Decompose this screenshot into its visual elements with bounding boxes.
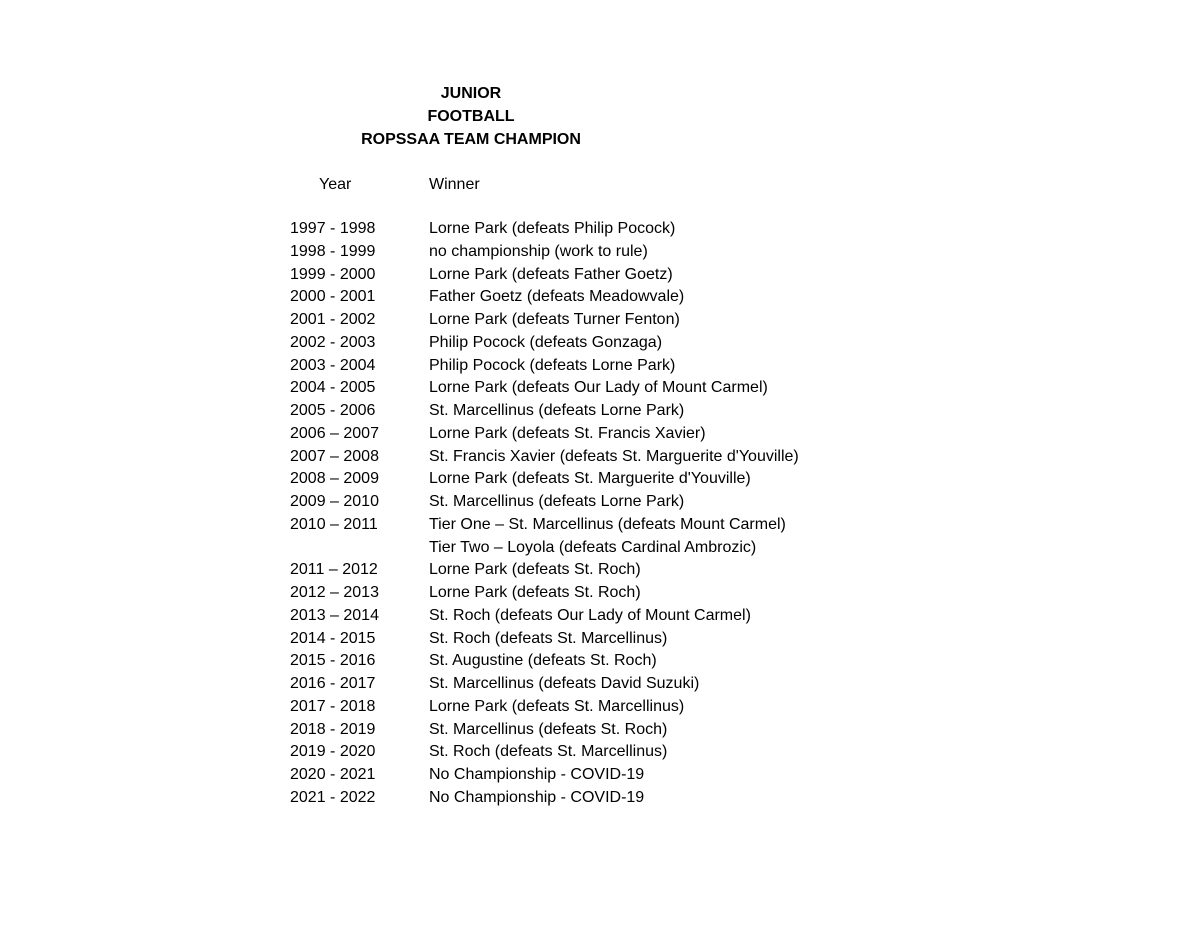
row-winner: no championship (work to rule) xyxy=(429,242,648,260)
table-row xyxy=(0,265,1200,288)
row-winner: St. Roch (defeats St. Marcellinus) xyxy=(429,743,668,761)
row-year: 2009 – 2010 xyxy=(290,493,379,510)
table-row xyxy=(0,447,1200,470)
title-line-3: ROPSSAA TEAM CHAMPION xyxy=(361,131,581,148)
row-winner: Tier One – St. Marcellinus (defeats Mount Carmel) xyxy=(429,515,786,533)
row-year: 2000 - 2001 xyxy=(290,288,376,306)
table-row xyxy=(0,697,1200,720)
row-year: 2012 – 2013 xyxy=(290,584,379,601)
row-winner: St. Marcellinus (defeats David Suzuki) xyxy=(429,675,700,692)
row-winner: Lorne Park (defeats St. Francis Xavier) xyxy=(429,424,706,442)
table-row xyxy=(0,242,1200,265)
row-year: 2001 - 2002 xyxy=(290,311,376,328)
table-row xyxy=(0,492,1200,515)
title-line-1: JUNIOR xyxy=(440,85,502,102)
row-year: 1997 - 1998 xyxy=(290,220,376,237)
table-row xyxy=(0,629,1200,652)
row-year: 2015 - 2016 xyxy=(290,652,376,670)
row-year: 2016 - 2017 xyxy=(290,675,376,692)
row-winner: No Championship - COVID-19 xyxy=(429,788,645,806)
table-row xyxy=(0,560,1200,583)
row-year: 2008 – 2009 xyxy=(290,470,379,488)
row-year: 2013 – 2014 xyxy=(290,606,379,624)
row-winner: St. Marcellinus (defeats St. Roch) xyxy=(429,720,668,738)
row-winner: St. Francis Xavier (defeats St. Marguerite d'Youville) xyxy=(429,447,799,465)
row-winner: St. Roch (defeats St. Marcellinus) xyxy=(429,629,668,647)
table-row xyxy=(0,287,1200,310)
table-row xyxy=(0,356,1200,379)
year-column-header: Year xyxy=(319,176,352,193)
table-row xyxy=(0,583,1200,606)
row-year: 2006 – 2007 xyxy=(290,424,379,442)
table-row xyxy=(0,538,1200,561)
row-year: 2021 - 2022 xyxy=(290,788,376,806)
table-row xyxy=(0,378,1200,401)
row-year: 2014 - 2015 xyxy=(290,629,376,647)
row-year: 1999 - 2000 xyxy=(290,265,376,283)
table-row xyxy=(0,788,1200,811)
row-year: 2018 - 2019 xyxy=(290,720,376,738)
table-row xyxy=(0,401,1200,424)
table-row xyxy=(0,469,1200,492)
row-winner: St. Roch (defeats Our Lady of Mount Carmel) xyxy=(429,606,751,624)
row-winner: Father Goetz (defeats Meadowvale) xyxy=(429,288,685,306)
row-winner: Lorne Park (defeats Father Goetz) xyxy=(429,265,673,283)
row-winner: Lorne Park (defeats Turner Fenton) xyxy=(429,311,680,328)
row-year: 2002 - 2003 xyxy=(290,333,376,351)
row-winner: Lorne Park (defeats St. Roch) xyxy=(429,584,641,601)
table-row xyxy=(0,674,1200,697)
row-winner: Philip Pocock (defeats Gonzaga) xyxy=(429,333,663,351)
row-winner: No Championship - COVID-19 xyxy=(429,766,645,783)
table-row xyxy=(0,515,1200,538)
table-row xyxy=(0,310,1200,333)
table-row xyxy=(0,742,1200,765)
row-winner: St. Augustine (defeats St. Roch) xyxy=(429,652,657,670)
table-row xyxy=(0,720,1200,743)
row-winner: Lorne Park (defeats Philip Pocock) xyxy=(429,220,676,237)
row-winner: Lorne Park (defeats St. Marguerite d'Youville) xyxy=(429,470,751,488)
row-year: 2004 - 2005 xyxy=(290,379,376,397)
winner-column-header: Winner xyxy=(429,176,480,193)
row-year: 2005 - 2006 xyxy=(290,402,376,419)
row-year: 2017 - 2018 xyxy=(290,697,376,715)
row-winner: Lorne Park (defeats St. Roch) xyxy=(429,561,641,579)
row-winner: St. Marcellinus (defeats Lorne Park) xyxy=(429,493,685,510)
table-row xyxy=(0,606,1200,629)
row-year: 2010 – 2011 xyxy=(290,515,378,533)
row-winner: Tier Two – Loyola (defeats Cardinal Ambrozic) xyxy=(429,538,757,556)
table-row xyxy=(0,333,1200,356)
row-winner: Lorne Park (defeats St. Marcellinus) xyxy=(429,697,685,715)
table-row xyxy=(0,219,1200,242)
row-year: 1998 - 1999 xyxy=(290,242,376,260)
row-year: 2011 – 2012 xyxy=(290,561,378,579)
row-year: 2020 - 2021 xyxy=(290,766,376,783)
row-year: 2007 – 2008 xyxy=(290,447,379,465)
table-row xyxy=(0,424,1200,447)
row-winner: St. Marcellinus (defeats Lorne Park) xyxy=(429,402,685,419)
title-line-2: FOOTBALL xyxy=(427,108,515,125)
row-winner: Philip Pocock (defeats Lorne Park) xyxy=(429,356,676,374)
row-year: 2019 - 2020 xyxy=(290,743,376,761)
table-row xyxy=(0,651,1200,674)
row-year: 2003 - 2004 xyxy=(290,356,376,374)
row-winner: Lorne Park (defeats Our Lady of Mount Carmel) xyxy=(429,379,768,397)
table-row xyxy=(0,765,1200,788)
champions-list xyxy=(0,219,1200,811)
